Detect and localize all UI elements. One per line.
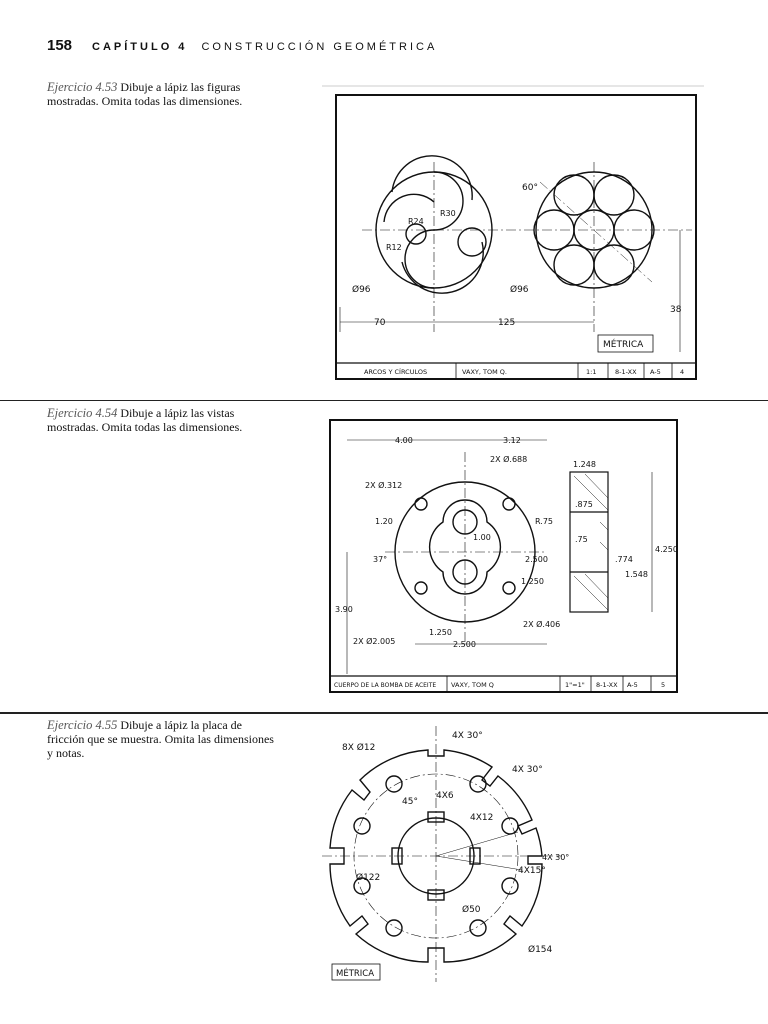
dim-1-20: 1.20 xyxy=(375,517,393,526)
drawing-border xyxy=(336,95,696,379)
dim-dia96-right: Ø96 xyxy=(510,285,529,295)
dim-875: .875 xyxy=(575,500,593,509)
metric-note: MÉTRICA xyxy=(603,340,644,350)
dim-70: 70 xyxy=(374,318,386,328)
exercise-4-53 xyxy=(47,80,277,108)
dim-dia154: Ø154 xyxy=(528,945,553,955)
dim-2x-312: 2X Ø.312 xyxy=(365,481,403,490)
dim-4x6: 4X6 xyxy=(436,791,454,801)
tb-author: VAXY, TOM Q xyxy=(451,681,494,689)
tb-number: 4 xyxy=(680,368,685,376)
dim-8x-12: 8X Ø12 xyxy=(342,743,376,753)
tb-date: 8-1-XX xyxy=(596,681,618,689)
exercise-text: Dibuje a lápiz las figuras mostradas. Omita todas las dimensiones. xyxy=(47,80,243,108)
tb-date: 8-1-XX xyxy=(615,368,637,376)
dim-r75: R.75 xyxy=(535,517,553,526)
dim-1-00: 1.00 xyxy=(473,533,491,542)
exercise-text: Dibuje a lápiz las vistas mostradas. Omita todas las dimensiones. xyxy=(47,406,243,434)
dim-4x-30-mid: 4X 30° xyxy=(542,853,570,862)
dim-75: .75 xyxy=(575,535,588,544)
dim-r30: R30 xyxy=(440,209,456,218)
dim-38: 38 xyxy=(670,305,682,315)
drawing-arcs-circles xyxy=(322,82,704,386)
exercise-4-54 xyxy=(47,406,277,434)
tb-number: 5 xyxy=(661,681,666,689)
tb-title: ARCOS Y CÍRCULOS xyxy=(364,368,428,376)
tb-scale: 1"=1" xyxy=(565,681,585,689)
dim-2x-406: 2X Ø.406 xyxy=(523,620,561,629)
dim-4x12: 4X12 xyxy=(470,813,494,823)
dim-1-248: 1.248 xyxy=(573,460,596,469)
dim-45deg: 45° xyxy=(402,797,418,807)
dim-125: 125 xyxy=(498,318,516,328)
page-header xyxy=(47,37,437,57)
dim-2-500-h: 2.500 xyxy=(453,640,476,649)
divider xyxy=(0,712,768,714)
page-number: 158 xyxy=(47,37,73,54)
dim-r24: R24 xyxy=(408,217,424,226)
dim-1-548: 1.548 xyxy=(625,570,648,579)
dim-dia96-left: Ø96 xyxy=(352,285,371,295)
dim-2x-688: 2X Ø.688 xyxy=(490,455,528,464)
dim-60: 60° xyxy=(522,183,538,193)
dim-4-250: 4.250 xyxy=(655,545,678,554)
chapter-title: CONSTRUCCIÓN GEOMÉTRICA xyxy=(201,41,438,53)
dim-3-90: 3.90 xyxy=(335,605,353,614)
dim-4x-15: 4X15° xyxy=(518,866,546,876)
dim-dia50: Ø50 xyxy=(462,905,481,915)
dim-r12: R12 xyxy=(386,243,402,252)
tb-sheet: A-5 xyxy=(627,681,638,689)
tb-author: VAXY, TOM Q. xyxy=(462,368,507,376)
exercise-label: Ejercicio 4.55 xyxy=(47,718,118,732)
drawing-friction-plate xyxy=(322,720,592,988)
exercise-label: Ejercicio 4.53 xyxy=(47,80,118,94)
exercise-4-55 xyxy=(47,718,277,760)
tb-title: CUERPO DE LA BOMBA DE ACEITE xyxy=(334,682,437,689)
dim-4x-30-top: 4X 30° xyxy=(452,731,483,741)
dim-774: .774 xyxy=(615,555,633,564)
exercise-text: Dibuje a lápiz la placa de fricción que se muestra. Omita las dimensiones y notas. xyxy=(47,718,274,760)
title-block xyxy=(330,676,677,692)
tb-scale: 1:1 xyxy=(586,368,597,376)
dim-1-250-v: 1.250 xyxy=(521,577,544,586)
dim-1-250-h: 1.250 xyxy=(429,628,452,637)
tb-sheet: A-5 xyxy=(650,368,661,376)
dim-37deg: 37° xyxy=(373,555,388,564)
dim-4x-30-right: 4X 30° xyxy=(512,765,543,775)
dim-dia122: Ø122 xyxy=(356,873,381,883)
metric-note: MÉTRICA xyxy=(336,969,375,979)
title-block xyxy=(336,363,696,379)
exercise-label: Ejercicio 4.54 xyxy=(47,406,118,420)
dim-3-12: 3.12 xyxy=(503,436,521,445)
divider xyxy=(0,400,768,401)
dim-2-500: 2.500 xyxy=(525,555,548,564)
dim-4-00: 4.00 xyxy=(395,436,413,445)
chapter-label: CAPÍTULO 4 xyxy=(92,41,188,53)
dim-2x-2005: 2X Ø2.005 xyxy=(353,637,396,646)
drawing-oil-pump xyxy=(325,412,685,696)
